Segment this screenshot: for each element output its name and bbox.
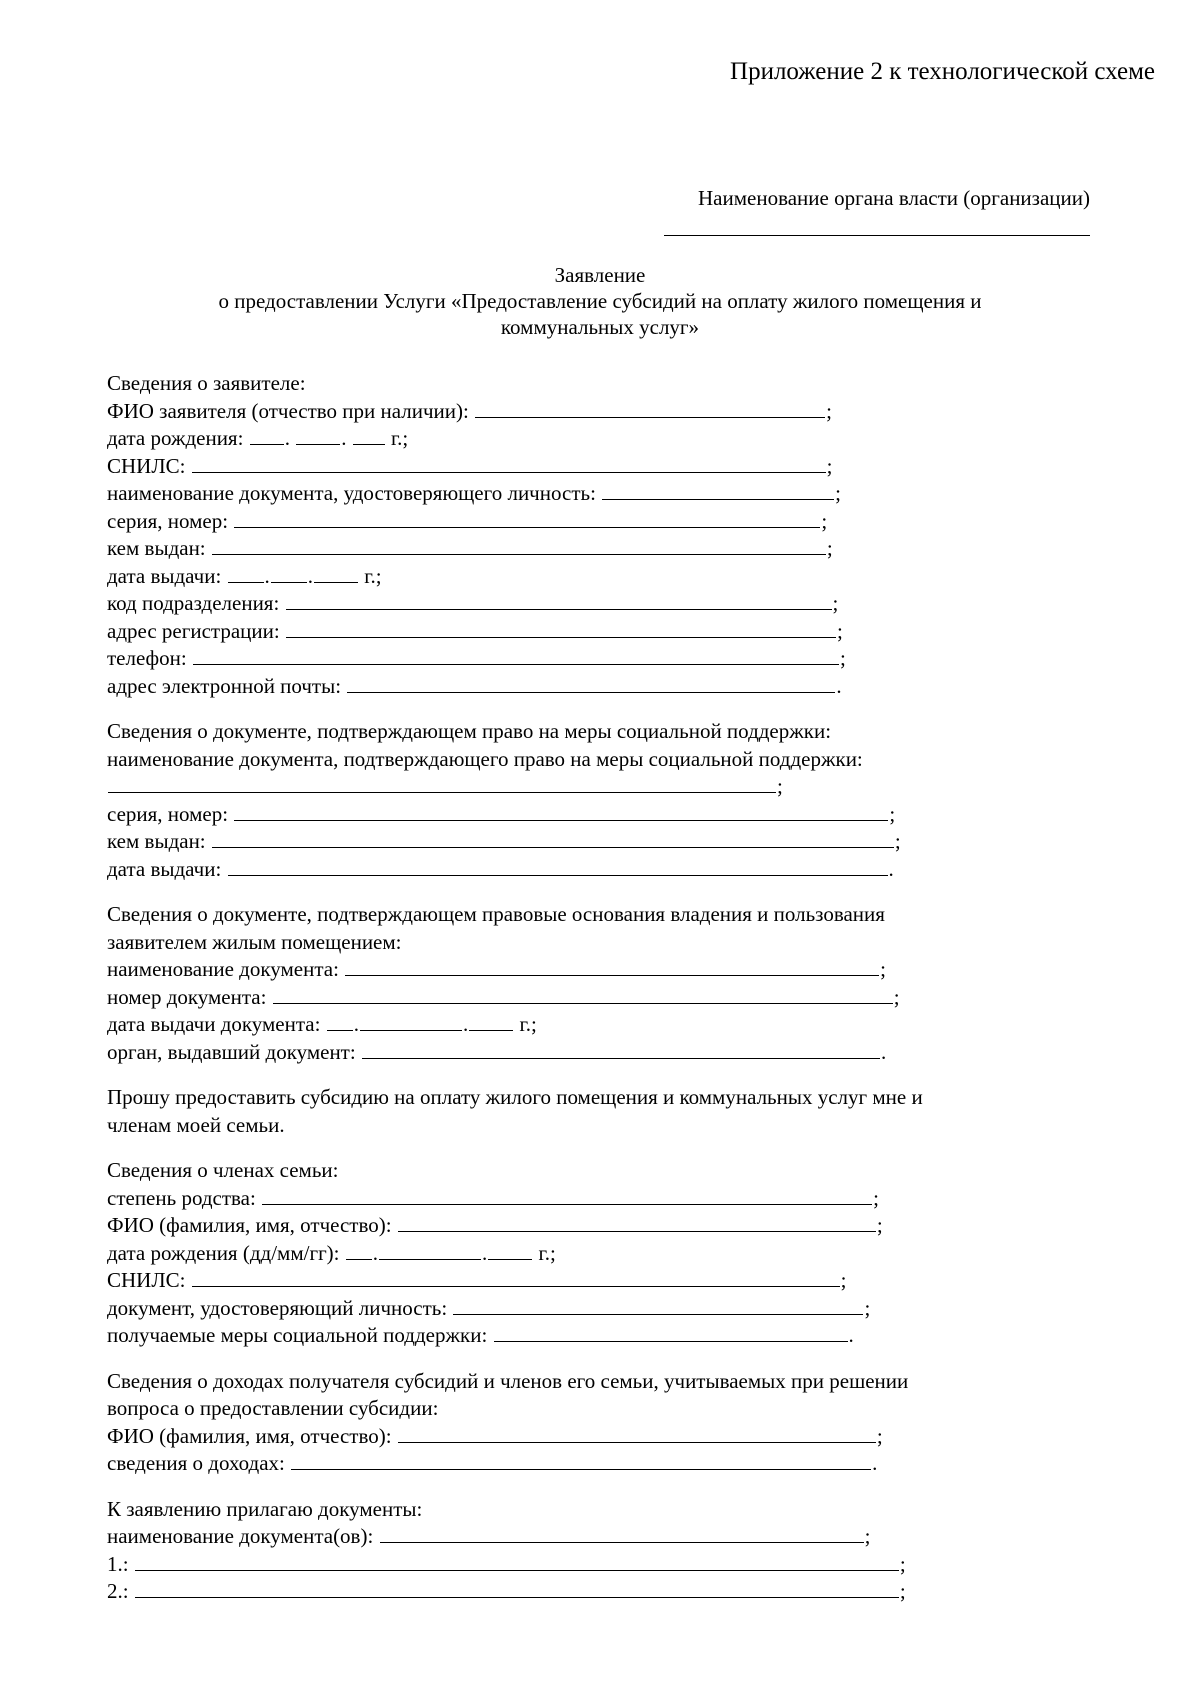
support-issuedby-field[interactable] [212,829,894,848]
housing-name-field[interactable] [345,957,879,976]
family-relation-row: степень родства: ; [107,1185,879,1210]
income-details-field[interactable] [291,1451,871,1470]
family-fio-row: ФИО (фамилия, имя, отчество): ; [107,1213,883,1237]
support-series-field[interactable] [234,802,888,821]
family-support-field[interactable] [494,1323,848,1342]
applicant-fio-row: ФИО заявителя (отчество при наличии): ; [107,398,832,423]
applicant-series-field[interactable] [234,509,820,528]
applicant-iddoc-row: наименование документа, удостоверяющего личность: ; [107,481,842,505]
housing-year-field[interactable] [469,1012,513,1031]
housing-authority-row: орган, выдавший документ: . [107,1039,887,1064]
applicant-snils-field[interactable] [192,454,826,473]
email-field[interactable] [347,674,835,693]
attachments-names-field[interactable] [380,1524,864,1543]
income-fio-field[interactable] [398,1424,876,1443]
applicant-fio-field[interactable] [475,399,825,418]
support-name-field[interactable] [108,774,776,793]
attachments-heading: К заявлению прилагаю документы: [107,1496,423,1521]
family-fio-field[interactable] [398,1213,876,1232]
applicant-division-row: код подразделения: ; [107,591,839,615]
attachment-item-2-field[interactable] [135,1579,899,1598]
applicant-issuedate-row: дата выдачи: . . г.; [107,563,382,588]
income-heading-2: вопроса о предоставлении субсидии: [107,1396,439,1420]
housing-authority-field[interactable] [362,1040,880,1059]
support-name-row: наименование документа, подтверждающего право на меры социальной поддержки: [107,746,863,771]
attachment-item-1: 1.: ; [107,1551,906,1576]
family-iddoc-row: документ, удостоверяющий личность: ; [107,1295,871,1320]
housing-issuedate-row: дата выдачи документа: . . г.; [107,1012,537,1036]
birth-day-field[interactable] [250,426,284,445]
housing-heading-1: Сведения о документе, подтверждающем правовые основания владения и пользования [107,902,885,926]
applicant-series-row: серия, номер: ; [107,508,828,533]
family-heading: Сведения о членах семьи: [107,1158,339,1182]
applicant-snils-row: СНИЛС: ; [107,453,833,478]
title-line-2: о предоставлении Услуги «Предоставление субсидий на оплату жилого помещения и [218,289,982,313]
birth-year-field[interactable] [353,426,385,445]
issue-day-field[interactable] [228,564,264,583]
family-birth-row: дата рождения (дд/мм/гг): . . г.; [107,1240,556,1265]
support-issuedate-field[interactable] [228,857,888,876]
appendix-caption: Приложение 2 к технологической схеме [730,58,1155,85]
form-body [107,370,1107,1606]
issue-month-field[interactable] [271,564,307,583]
family-birth-month-field[interactable] [379,1241,481,1260]
birth-month-field[interactable] [296,426,340,445]
applicant-birth-row: дата рождения: . . г.; [107,426,409,450]
support-series-row: серия, номер: ; [107,801,896,826]
family-birth-day-field[interactable] [346,1241,372,1260]
authority-label: Наименование органа власти (организации) [698,186,1090,210]
housing-name-row: наименование документа: ; [107,957,886,981]
support-issuedate-row: дата выдачи: . [107,856,894,881]
title-line-3: коммунальных услуг» [500,315,700,339]
division-code-field[interactable] [286,591,832,610]
issue-year-field[interactable] [314,564,358,583]
family-support-row: получаемые меры социальной поддержки: . [107,1323,854,1347]
family-relation-field[interactable] [262,1186,872,1205]
phone-field[interactable] [193,646,839,665]
applicant-address-row: адрес регистрации: ; [107,618,843,643]
support-issuedby-row: кем выдан: ; [107,829,901,853]
authority-blank[interactable] [664,235,1090,236]
housing-day-field[interactable] [327,1012,353,1031]
applicant-issuedby-row: кем выдан: ; [107,536,833,560]
housing-month-field[interactable] [360,1012,462,1031]
family-birth-year-field[interactable] [488,1241,532,1260]
support-heading: Сведения о документе, подтверждающем право на меры социальной поддержки: [107,719,832,743]
document-title [0,262,1200,340]
family-iddoc-field[interactable] [453,1296,863,1315]
housing-heading-2: заявителем жилым помещением: [107,929,402,954]
income-heading-1: Сведения о доходах получателя субсидий и членов его семьи, учитываемых при решении [107,1368,909,1393]
family-snils-field[interactable] [192,1268,840,1287]
request-line-2: членам моей семьи. [107,1112,285,1137]
attachments-names-row: наименование документа(ов): ; [107,1524,871,1548]
income-details-row: сведения о доходах: . [107,1451,878,1475]
applicant-email-row: адрес электронной почты: . [107,673,842,698]
attachment-item-2: 2.: ; [107,1579,906,1603]
title-line-1: Заявление [554,263,646,287]
housing-number-row: номер документа: ; [107,984,900,1009]
request-line-1: Прошу предоставить субсидию на оплату жилого помещения и коммунальных услуг мне и [107,1085,923,1109]
applicant-issuedby-field[interactable] [212,536,826,555]
income-fio-row: ФИО (фамилия, имя, отчество): ; [107,1423,883,1448]
applicant-iddoc-field[interactable] [602,481,834,500]
applicant-phone-row: телефон: ; [107,646,846,670]
family-snils-row: СНИЛС: ; [107,1268,847,1292]
address-field[interactable] [286,619,836,638]
attachment-item-1-field[interactable] [135,1552,899,1571]
housing-number-field[interactable] [273,985,893,1004]
support-name-blank-row: ; [107,773,1107,801]
applicant-heading: Сведения о заявителе: [107,371,306,395]
